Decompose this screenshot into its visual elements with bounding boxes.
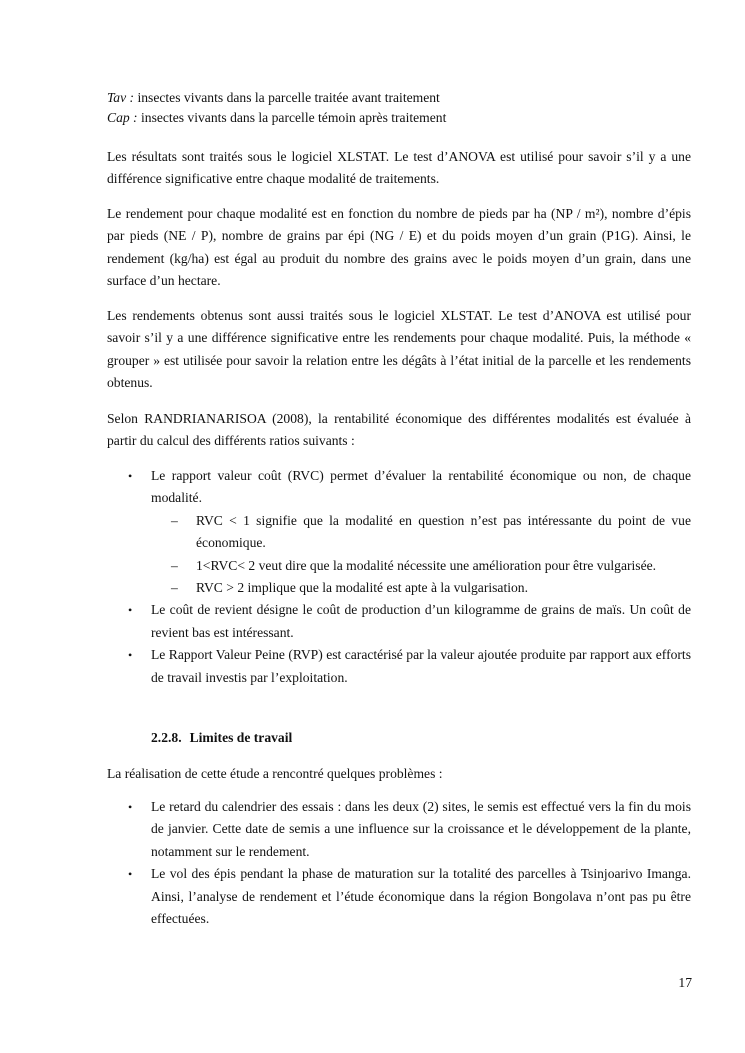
definition-term: Tav :: [107, 90, 135, 105]
dash-icon: –: [171, 557, 178, 573]
dash-icon: –: [171, 580, 178, 596]
list-item-text: Le Rapport Valeur Peine (RVP) est caractérisé par la valeur ajoutée produite par rapport aux efforts de travail investis par l’exploitation.: [151, 647, 691, 685]
page-number: 17: [678, 975, 692, 990]
paragraph-problemes: La réalisation de cette étude a rencontré quelques problèmes :: [107, 766, 443, 781]
list-item-text: Le vol des épis pendant la phase de maturation sur la totalité des parcelles à Tsinjoarivo Imanga. Ainsi, l’analyse de rendement et l’étude économique dans la région Bongolava n’ont pas pu être effectuées.: [151, 866, 691, 927]
sub-item-text: RVC > 2 implique que la modalité est apte à la vulgarisation.: [196, 580, 528, 596]
definitions: [107, 88, 691, 128]
definition-text: insectes vivants dans la parcelle témoin après traitement: [137, 110, 447, 125]
bullet-icon: •: [128, 867, 133, 882]
section-title: Limites de travail: [189, 730, 293, 745]
definition-term: Cap :: [107, 110, 138, 125]
ratio-list: [107, 465, 691, 689]
list-item-text: Le rapport valeur coût (RVC) permet d’évaluer la rentabilité économique ou non, de chaque modalité.: [151, 468, 691, 506]
list-item-text: Le retard du calendrier des essais : dans les deux (2) sites, le semis est effectué vers la fin du mois de janvier. Cette date de semis a une influence sur la croissance et le développement de la plante, notamment sur le rendement.: [151, 799, 691, 859]
bullet-icon: •: [128, 800, 133, 814]
list-item-rvp: [107, 644, 691, 689]
bullet-icon: •: [128, 603, 133, 618]
paragraph-rendement: Le rendement pour chaque modalité est en fonction du nombre de pieds par ha (NP / m²), nombre d’épis par pieds (NE / P), nombre de grains par épi (NG / E) et du poids moyen d’un grain (P1G). Ainsi, le rendement (kg/ha) est égal au produit du nombre des grains avec le poids moyen d’un grain, dans une surface d’un hectare.: [107, 206, 691, 289]
list-item-retard: [107, 796, 691, 863]
sub-item-rvc-between: [107, 555, 691, 577]
bullet-icon: •: [128, 648, 133, 663]
list-item-cout-revient: [107, 599, 691, 644]
section-heading: [151, 727, 292, 749]
sub-item-rvc-lt-1: [107, 510, 691, 555]
paragraph-rendements-obtenus: Les rendements obtenus sont aussi traités sous le logiciel XLSTAT. Le test d’ANOVA est utilisé pour savoir s’il y a une différence significative entre les rendements pour chaque modalité. Puis, la méthode « grouper » est utilisée pour savoir la relation entre les dégâts à l’état initial de la parcelle et les rendements obtenus.: [107, 308, 691, 391]
list-item-vol-epis: [107, 863, 691, 930]
paragraph-rentabilite: Selon RANDRIANARISOA (2008), la rentabilité économique des différentes modalités est évaluée à partir du calcul des différents ratios suivants :: [107, 411, 691, 449]
paragraph-xlstat-anova: Les résultats sont traités sous le logiciel XLSTAT. Le test d’ANOVA est utilisé pour savoir s’il y a une différence significative entre chaque modalité de traitements.: [107, 149, 691, 187]
dash-icon: –: [171, 512, 178, 528]
sub-item-rvc-gt-2: [107, 577, 691, 599]
section-number: 2.2.8.: [151, 730, 182, 745]
definition-cap: [107, 108, 691, 128]
sub-item-text: 1<RVC< 2 veut dire que la modalité nécessite une amélioration pour être vulgarisée.: [196, 557, 657, 573]
sub-item-text: RVC < 1 signifie que la modalité en question n’est pas intéressante du point de vue économique.: [196, 512, 691, 551]
problems-list: [107, 796, 691, 930]
bullet-icon: •: [128, 469, 133, 483]
list-item-rvc: [107, 465, 691, 510]
definition-tav: [107, 88, 691, 108]
list-item-text: Le coût de revient désigne le coût de production d’un kilogramme de grains de maïs. Un coût de revient bas est intéressant.: [151, 602, 691, 640]
definition-text: insectes vivants dans la parcelle traitée avant traitement: [134, 90, 440, 105]
